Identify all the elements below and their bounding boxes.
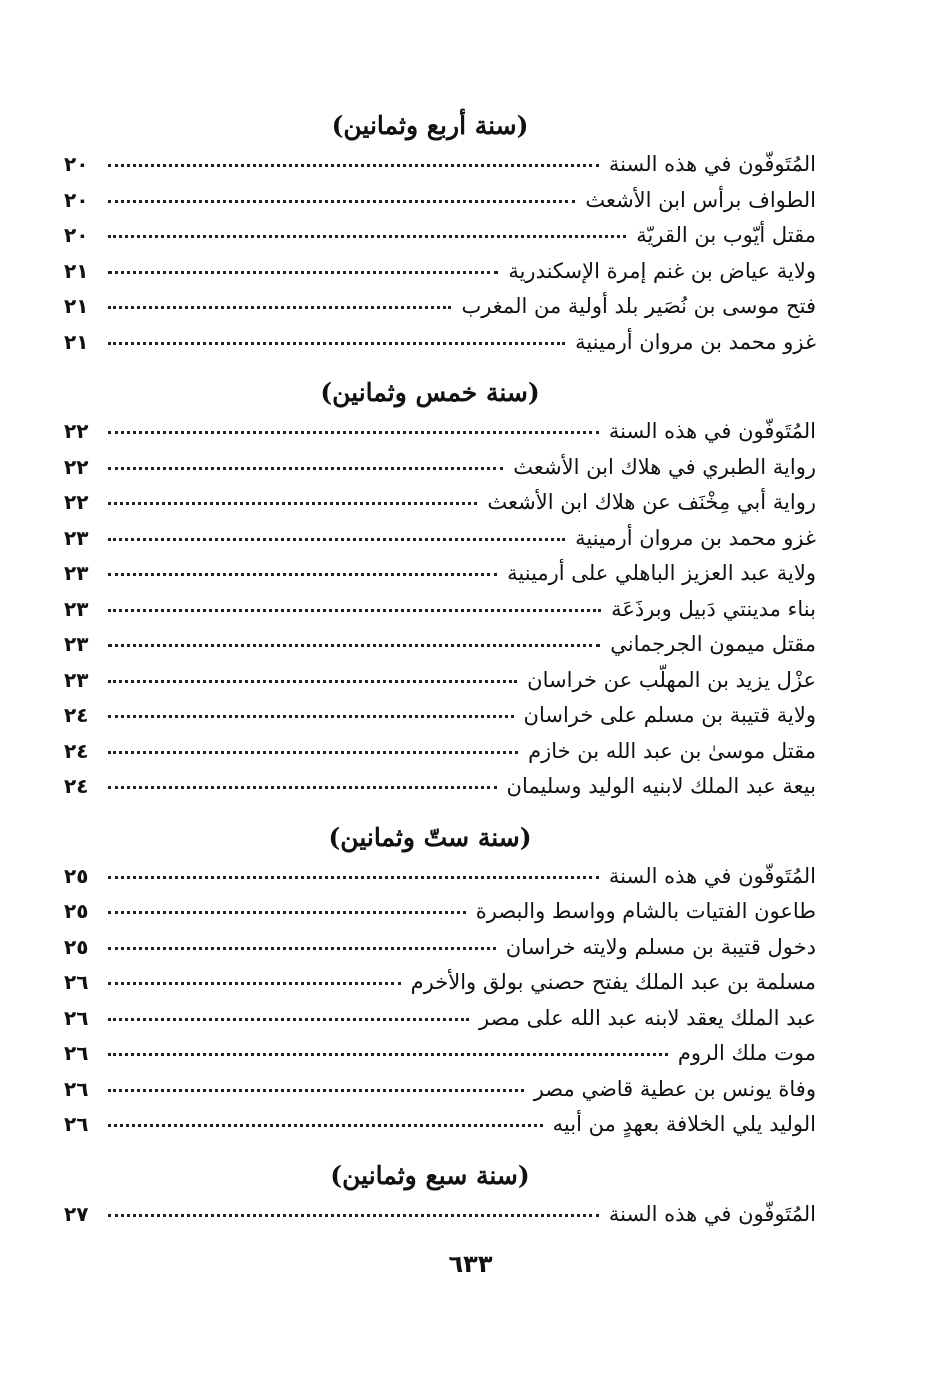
toc-entry: [64, 894, 816, 930]
entry-title: المُتَوفّون في هذه السنة: [608, 863, 816, 888]
entry-title: غزو محمد بن مروان أرمينية: [575, 329, 816, 354]
toc-entry: [64, 859, 816, 895]
entry-page-number: ٢١: [64, 294, 89, 318]
toc-entry: [64, 592, 816, 628]
entry-title: ولاية عبد العزيز الباهلي على أرمينية: [507, 561, 816, 585]
toc-entry: [64, 1107, 816, 1143]
entry-title: غزو محمد بن مروان أرمينية: [575, 525, 816, 550]
section-heading: (سنة أربع وثمانين): [331, 111, 529, 140]
toc-entry: [64, 930, 816, 966]
toc-entry: [64, 769, 816, 805]
entry-title: عبد الملك يعقد لابنه عبد الله على مصر: [478, 1005, 816, 1030]
entry-page-number: ٢٢: [64, 419, 89, 443]
toc-entry: [64, 1197, 816, 1233]
entry-page-number: ٢٣: [64, 561, 89, 585]
dot-leader: [108, 163, 599, 167]
entry-page-number: ٢٣: [64, 667, 89, 692]
section-heading: (سنة ستّ وثمانين): [328, 822, 532, 852]
toc-entry: [64, 183, 816, 219]
toc-section: [64, 1155, 816, 1233]
dot-leader: [108, 1088, 524, 1092]
section-heading: (سنة سبع وثمانين): [330, 1160, 530, 1190]
entry-page-number: ٢٢: [64, 490, 89, 514]
entry-page-number: ٢٧: [64, 1201, 89, 1226]
dot-leader: [108, 643, 600, 647]
dot-leader: [108, 199, 575, 203]
entry-title: بناء مدينتي دَبيل وبرذَعَة: [611, 596, 816, 621]
entry-page-number: ٢٣: [64, 525, 89, 550]
entry-page-number: ٢٦: [64, 1112, 89, 1136]
entry-page-number: ٢٤: [64, 774, 89, 798]
entry-title: موت ملك الروم: [677, 1041, 816, 1065]
entry-page-number: ٢٣: [64, 632, 89, 656]
dot-leader: [108, 341, 565, 345]
dot-leader: [108, 466, 503, 470]
entry-title: المُتَوفّون في هذه السنة: [608, 152, 816, 176]
toc-entry: [64, 521, 816, 557]
entry-title: المُتَوفّون في هذه السنة: [608, 419, 816, 443]
toc-entry: [64, 663, 816, 699]
toc-entry: [64, 965, 816, 1001]
toc-entry: [64, 698, 816, 734]
entry-title: الطواف برأس ابن الأشعث: [585, 187, 816, 212]
toc-entry: [64, 289, 816, 325]
entry-page-number: ٢٠: [64, 187, 89, 212]
toc-section: [64, 817, 816, 1143]
entry-page-number: ٢٦: [64, 970, 89, 994]
entry-page-number: ٢١: [64, 329, 89, 354]
entry-title: طاعون الفتيات بالشام وواسط والبصرة: [475, 899, 816, 923]
entry-page-number: ٢١: [64, 258, 89, 283]
entry-title: المُتَوفّون في هذه السنة: [608, 1201, 816, 1226]
toc-entry: [64, 627, 816, 663]
entry-title: وفاة يونس بن عطية قاضي مصر: [533, 1076, 816, 1101]
toc-entry: [64, 254, 816, 290]
toc-entry: [64, 325, 816, 361]
toc-section: [64, 105, 816, 360]
entry-page-number: ٢٠: [64, 223, 89, 247]
table-of-contents: [64, 105, 816, 1232]
dot-leader: [108, 270, 498, 274]
dot-leader: [108, 910, 466, 914]
page-number: ٦٣٣: [448, 1250, 493, 1278]
toc-entry: [64, 414, 816, 450]
entry-page-number: ٢٢: [64, 454, 89, 479]
entry-title: بيعة عبد الملك لابنيه الوليد وسليمان: [506, 774, 816, 798]
entry-title: ولاية عياض بن غنم إمرة الإسكندرية: [508, 258, 816, 283]
toc-entry: [64, 556, 816, 592]
dot-leader: [108, 750, 518, 754]
dot-leader: [108, 679, 517, 683]
toc-entry: [64, 1072, 816, 1108]
entry-page-number: ٢٦: [64, 1005, 89, 1030]
entry-title: مسلمة بن عبد الملك يفتح حصني بولق والأخرم: [410, 970, 816, 994]
entry-page-number: ٢٣: [64, 596, 89, 621]
dot-leader: [108, 1213, 599, 1217]
entry-title: الوليد يلي الخلافة بعهدٍ من أبيه: [552, 1112, 816, 1136]
entry-title: مقتل موسىٰ بن عبد الله بن خازم: [528, 738, 816, 763]
entry-title: مقتل أيّوب بن القريّة: [636, 223, 816, 247]
entry-title: ولاية قتيبة بن مسلم على خراسان: [523, 703, 816, 727]
entry-title: فتح موسى بن نُصَير بلد أولية من المغرب: [461, 294, 816, 318]
section-heading: (سنة خمس وثمانين): [320, 378, 540, 407]
dot-leader: [108, 305, 451, 309]
dot-leader: [108, 946, 496, 950]
dot-leader: [108, 714, 514, 718]
entry-title: مقتل ميمون الجرجماني: [610, 632, 816, 656]
entry-title: عزْل يزيد بن المهلّب عن خراسان: [527, 667, 816, 692]
dot-leader: [108, 572, 497, 576]
entry-title: رواية أبي مِخْنَف عن هلاك ابن الأشعث: [487, 490, 816, 514]
entry-page-number: ٢٦: [64, 1076, 89, 1101]
dot-leader: [108, 1123, 543, 1127]
dot-leader: [108, 785, 497, 789]
entry-title: دخول قتيبة بن مسلم ولايته خراسان: [505, 934, 816, 959]
toc-entry: [64, 147, 816, 183]
toc-entry: [64, 485, 816, 521]
entry-title: رواية الطبري في هلاك ابن الأشعث: [513, 454, 816, 479]
dot-leader: [108, 981, 401, 985]
toc-section: [64, 372, 816, 805]
toc-entry: [64, 450, 816, 486]
toc-entry: [64, 1001, 816, 1037]
entry-page-number: ٢٤: [64, 738, 89, 763]
dot-leader: [108, 430, 599, 434]
entry-page-number: ٢٦: [64, 1041, 89, 1065]
dot-leader: [108, 537, 565, 541]
entry-page-number: ٢٥: [64, 934, 89, 959]
dot-leader: [108, 875, 599, 879]
toc-entry: [64, 218, 816, 254]
dot-leader: [108, 1017, 469, 1021]
entry-page-number: ٢٥: [64, 899, 89, 923]
entry-page-number: ٢٥: [64, 863, 89, 888]
dot-leader: [108, 234, 626, 238]
dot-leader: [108, 501, 477, 505]
dot-leader: [108, 1052, 668, 1056]
entry-page-number: ٢٤: [64, 703, 89, 727]
entry-page-number: ٢٠: [64, 152, 89, 176]
toc-entry: [64, 1036, 816, 1072]
toc-entry: [64, 734, 816, 770]
dot-leader: [108, 608, 601, 612]
